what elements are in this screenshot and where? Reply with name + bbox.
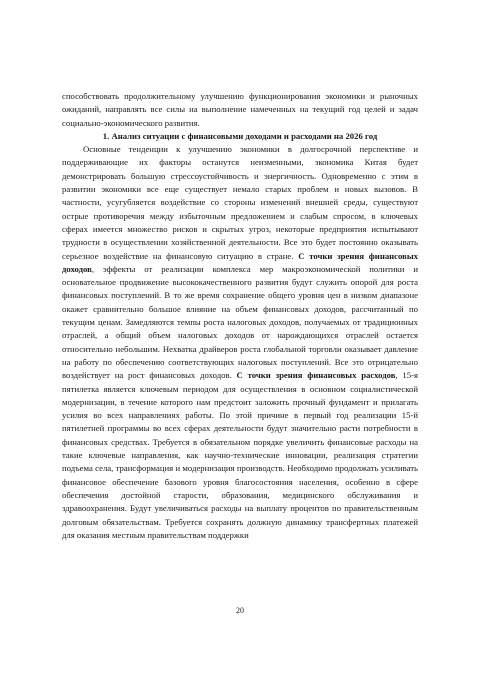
page-number: 20	[236, 606, 244, 615]
section-heading: 1. Анализ ситуации с финансовыми доходами и расходами на 2026 год	[102, 130, 378, 141]
intro-paragraph: способствовать продолжительному улучшению функционирования экономики и рыночных ожиданий, направлять все силы на выполнение намеченных на текущий год целей и задач социально-экономического развития.	[62, 91, 418, 128]
body-text-part2: , эффекты от реализации комплекса мер макроэкономической политики и основательное продвижение высококачественного развития будут служить опорой для роста финансовых поступлений. В то же время сохранение общего уровня цен в низком диапазоне окажет сравнительно большое влияние на объем финансовых доходов, рассчитанный по текущим ценам. Замедляются темпы роста налоговых доходов, получаемых от традиционных отраслей, а общий объем налоговых доходов от нарождающихся отраслей остается относительно небольшим. Нехватка драйверов роста глобальной торговли оказывает давление на работу по обеспечению соответствующих налоговых поступлений. Все это отрицательно воздействует на рост финансовых доходов.	[62, 263, 418, 381]
document-page	[62, 90, 418, 542]
bold-phrase-revenue: С точки зрения финансовых доходов	[62, 250, 418, 274]
bold-phrase-expenditure: С точки зрения финансовых расходов	[236, 370, 396, 381]
body-paragraph	[62, 143, 418, 542]
body-text-part1: Основные тенденции к улучшению экономики в долгосрочной перспективе и поддерживающие их факторы останутся неизменными, экономика Китая будет демонстрировать большую стрессоустойчивость и энергичность. Одновременно с этим в развитии экономики все еще существует немало старых проблем и новых вызовов. В частности, усугубляется воздействие со стороны изменений внешней среды, существуют острые противоречия между избыточным предложением и слабым спросом, в ключевых сферах имеется множество рисков и скрытых угроз, некоторые предприятия испытывают трудности в осуществлении хозяйственной деятельности. Все это будет постоянно оказывать серьезное воздействие на финансовую ситуацию в стране.	[62, 144, 418, 261]
body-text-part3: , 15-я пятилетка является ключевым периодом для осуществления в основном социалистической модернизации, в течение которого нам предстоит заложить прочный фундамент и прилагать усилия во всех направлениях работы. По этой причине в первый год реализации 15-й пятилетней программы во всех сферах деятельности будут значительно расти потребности в финансовых средствах. Требуется в обязательном порядке увеличить финансовые расходы на такие ключевые направления, как научно-технические инновации, реализация стратегии подъема села, трансформация и модернизация производств. Необходимо продолжать усиливать финансовое обеспечение базового уровня благосостояния населения, особенно в сфере обеспечения достойной старости, образования, медицинского обслуживания и здравоохранения. Будут увеличиваться расходы на выплату процентов по правительственным долговым обязательствам. Требуется сохранять должную динамику трансфертных платежей для оказания местным правительствам поддержки	[62, 370, 419, 540]
